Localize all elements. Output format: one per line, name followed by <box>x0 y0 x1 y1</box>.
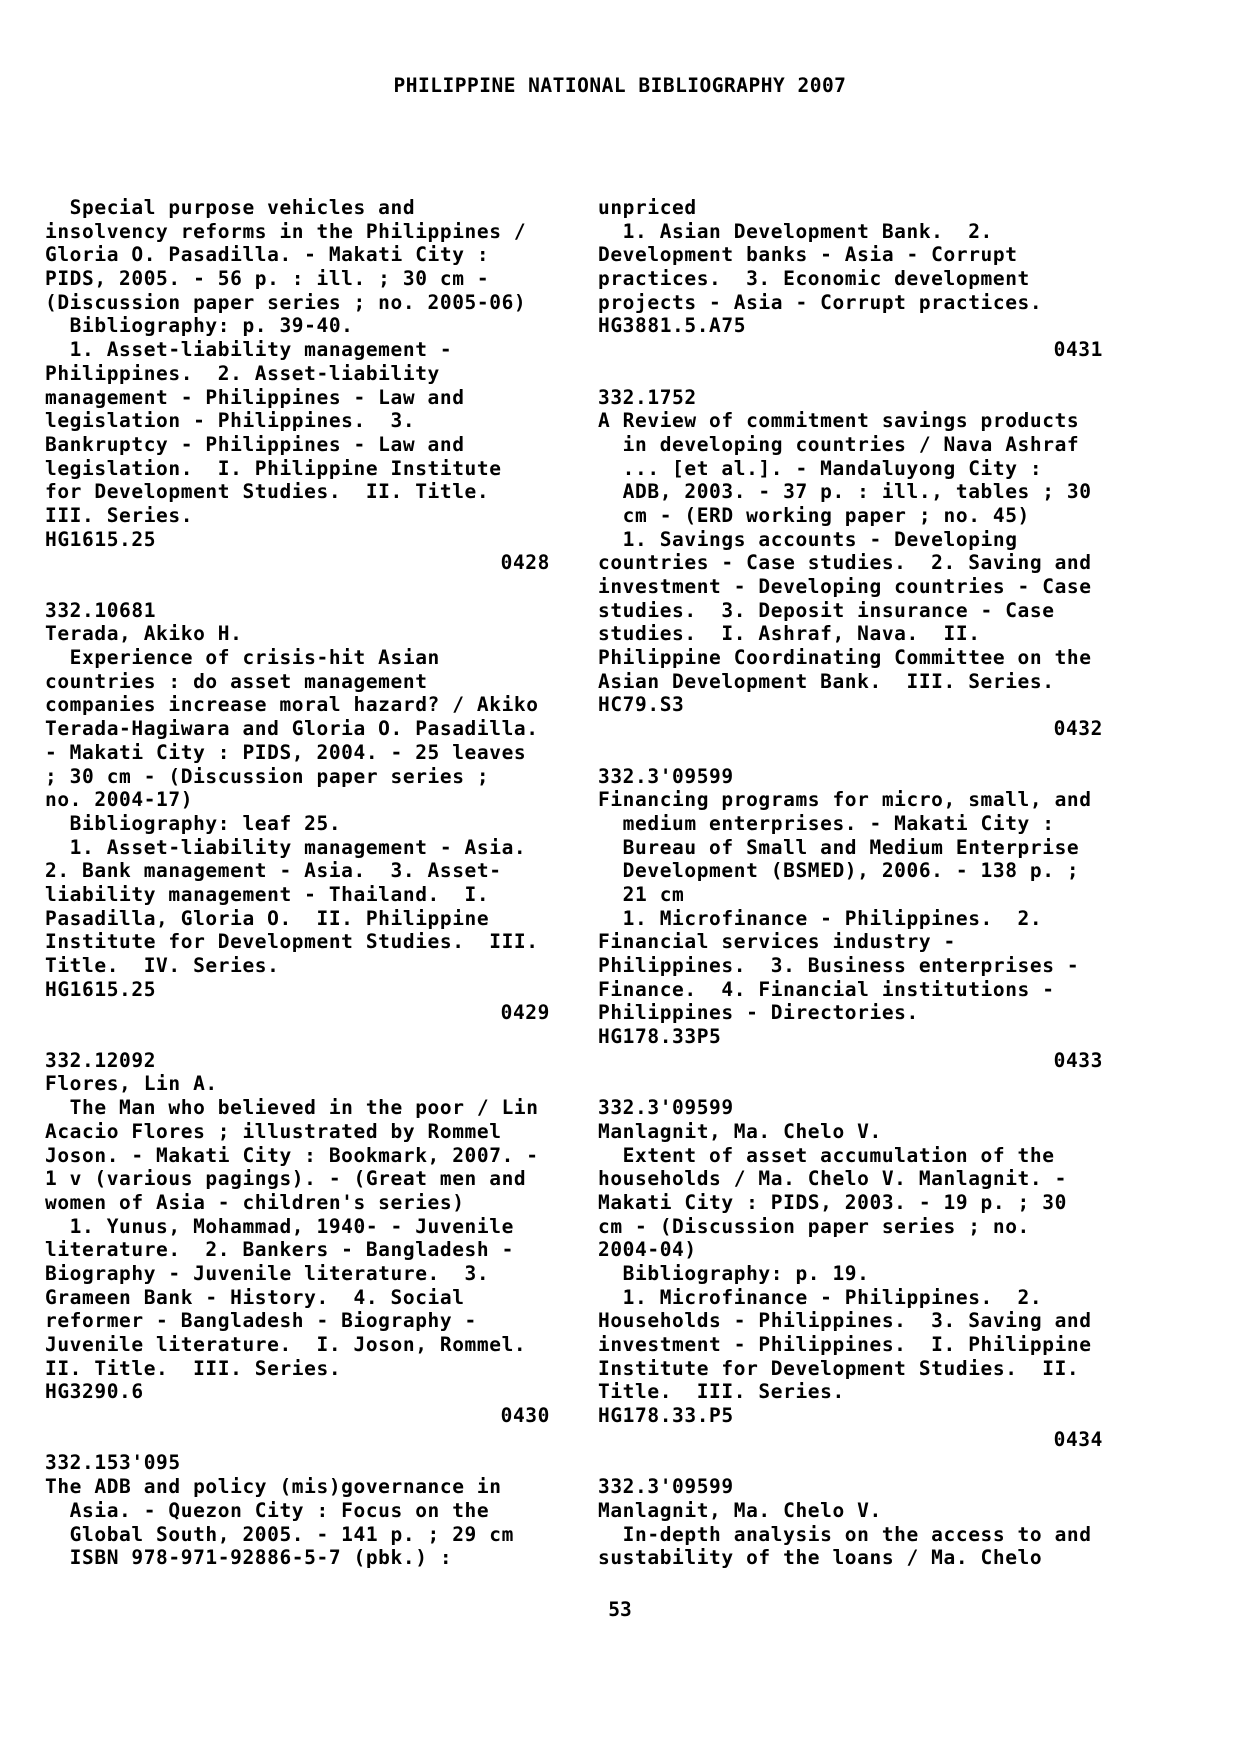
bibliography-line: ISBN 978-971-92886-5-7 (pbk.) : <box>45 1546 453 1570</box>
bibliography-line: ADB, 2003. - 37 p. : ill., tables ; 30 <box>598 480 1092 504</box>
bibliography-line: unpriced <box>598 196 697 219</box>
bibliography-line: for Development Studies. II. Title. <box>45 480 490 504</box>
bibliography-line: II. Title. III. Series. <box>45 1356 342 1380</box>
bibliography-line: In-depth analysis on the access to and <box>598 1522 1092 1546</box>
bibliography-line: countries : do asset management <box>45 669 428 693</box>
bibliography-line: 332.12092 <box>45 1048 157 1072</box>
bibliography-line: Makati City : PIDS, 2003. - 19 p. ; 30 <box>598 1190 1067 1214</box>
bibliography-line: HG3290.6 <box>45 1380 144 1404</box>
bibliography-line: in developing countries / Nava Ashraf <box>598 432 1080 456</box>
bibliography-line: Development (BSMED), 2006. - 138 p. ; <box>598 859 1080 883</box>
bibliography-line: Asia. - Quezon City : Focus on the <box>45 1498 490 1522</box>
bibliography-line <box>598 1451 1103 1475</box>
bibliography-line: ... [et al.]. - Mandaluyong City : <box>598 456 1043 480</box>
bibliography-line: 1. Asset-liability management - Asia. <box>45 835 527 859</box>
bibliography-line: 1 v (various pagings). - (Great men and <box>45 1167 527 1191</box>
bibliography-line: Flores, Lin A. <box>45 1072 218 1096</box>
bibliography-line: Financing programs for micro, small, and <box>598 788 1092 812</box>
bibliography-line: Gloria O. Pasadilla. - Makati City : <box>45 243 490 267</box>
bibliography-line: Pasadilla, Gloria O. II. Philippine <box>45 906 490 930</box>
bibliography-line: Bankruptcy - Philippines - Law and <box>45 432 465 456</box>
bibliography-line: practices. 3. Economic development <box>598 267 1030 291</box>
bibliography-line: The Man who believed in the poor / Lin <box>45 1096 539 1120</box>
bibliography-line: Terada, Akiko H. <box>45 622 243 646</box>
bibliography-line: Manlagnit, Ma. Chelo V. <box>598 1498 882 1522</box>
bibliography-line: (Discussion paper series ; no. 2005-06) <box>45 290 527 314</box>
bibliography-line: Philippine Coordinating Committee on the <box>598 646 1092 670</box>
bibliography-line: Philippines. 2. Asset-liability <box>45 361 440 385</box>
bibliography-line: HG1615.25 <box>45 527 157 551</box>
bibliography-line: countries - Case studies. 2. Saving and <box>598 551 1092 575</box>
entry-number: 0432 <box>1053 717 1103 741</box>
left-column <box>45 196 550 1570</box>
bibliography-line: 2. Bank management - Asia. 3. Asset- <box>45 859 502 883</box>
bibliography-line: - Makati City : PIDS, 2004. - 25 leaves <box>45 740 527 764</box>
bibliography-line: 1. Yunus, Mohammad, 1940- - Juvenile <box>45 1214 514 1238</box>
bibliography-line: cm - (ERD working paper ; no. 45) <box>598 503 1030 527</box>
bibliography-line: Philippines - Directories. <box>598 1001 919 1025</box>
bibliography-line: Extent of asset accumulation of the <box>598 1143 1055 1167</box>
bibliography-line: Development banks - Asia - Corrupt <box>598 243 1018 267</box>
bibliography-line: 332.3'09599 <box>598 1475 734 1499</box>
bibliography-line: Bibliography: leaf 25. <box>45 811 342 835</box>
entry-number: 0429 <box>500 1001 550 1025</box>
bibliography-line: Manlagnit, Ma. Chelo V. <box>598 1119 882 1143</box>
bibliography-line: Institute for Development Studies. III. <box>45 930 539 954</box>
bibliography-line: investment - Developing countries - Case <box>598 575 1092 598</box>
bibliography-line: 1. Asian Development Bank. 2. <box>598 219 993 243</box>
right-column <box>598 196 1103 1570</box>
bibliography-line: studies. I. Ashraf, Nava. II. <box>598 622 981 646</box>
bibliography-line: no. 2004-17) <box>45 788 194 812</box>
bibliography-line: Title. III. Series. <box>598 1380 845 1404</box>
bibliography-line: Bibliography: p. 39-40. <box>45 314 354 338</box>
bibliography-line: sustability of the loans / Ma. Chelo <box>598 1546 1043 1570</box>
bibliography-line <box>45 575 550 599</box>
bibliography-line: Financial services industry - <box>598 930 956 954</box>
bibliography-line: HG178.33P5 <box>598 1025 722 1049</box>
bibliography-line <box>598 1072 1103 1096</box>
bibliography-line: 332.3'09599 <box>598 764 734 788</box>
bibliography-line: PIDS, 2005. - 56 p. : ill. ; 30 cm - <box>45 267 490 291</box>
bibliography-line: 332.10681 <box>45 598 157 622</box>
bibliography-line: reformer - Bangladesh - Biography - <box>45 1309 477 1333</box>
entry-number: 0431 <box>1053 338 1103 362</box>
bibliography-line: 1. Microfinance - Philippines. 2. <box>598 906 1043 930</box>
bibliography-line: 332.3'09599 <box>598 1096 734 1120</box>
bibliography-line: projects - Asia - Corrupt practices. <box>598 290 1043 314</box>
bibliography-line: investment - Philippines. I. Philippine <box>598 1333 1092 1356</box>
bibliography-line: A Review of commitment savings products <box>598 409 1080 433</box>
bibliography-line: ; 30 cm - (Discussion paper series ; <box>45 764 490 788</box>
bibliography-line: studies. 3. Deposit insurance - Case <box>598 598 1055 622</box>
bibliography-line: HC79.S3 <box>598 693 685 717</box>
bibliography-line: Asian Development Bank. III. Series. <box>598 669 1055 693</box>
bibliography-line: III. Series. <box>45 503 194 527</box>
bibliography-line: insolvency reforms in the Philippines / <box>45 219 527 243</box>
bibliography-line: literature. 2. Bankers - Bangladesh - <box>45 1238 514 1262</box>
bibliography-line: Philippines. 3. Business enterprises - <box>598 954 1080 977</box>
bibliography-line: Bureau of Small and Medium Enterprise <box>598 835 1080 859</box>
bibliography-line: 2004-04) <box>598 1238 697 1262</box>
bibliography-line: HG1615.25 <box>45 977 157 1001</box>
page-number: 53 <box>608 1598 632 1621</box>
bibliography-line: 1. Savings accounts - Developing <box>598 527 1018 551</box>
bibliography-line <box>598 362 1103 386</box>
bibliography-line: Global South, 2005. - 141 p. ; 29 cm <box>45 1522 514 1546</box>
bibliography-line <box>45 1025 550 1049</box>
bibliography-line: cm - (Discussion paper series ; no. <box>598 1214 1030 1238</box>
bibliography-line: women of Asia - children's series) <box>45 1190 465 1214</box>
entry-number: 0430 <box>500 1404 550 1428</box>
bibliography-line: Terada-Hagiwara and Gloria O. Pasadilla. <box>45 717 539 741</box>
bibliography-line: Acacio Flores ; illustrated by Rommel <box>45 1119 502 1143</box>
bibliography-line: Experience of crisis-hit Asian <box>45 646 440 670</box>
bibliography-line <box>45 1428 550 1452</box>
entry-number: 0428 <box>500 551 550 575</box>
bibliography-line: HG178.33.P5 <box>598 1404 734 1428</box>
bibliography-line: Finance. 4. Financial institutions - <box>598 977 1055 1001</box>
bibliography-line: Special purpose vehicles and <box>45 196 416 219</box>
bibliography-line: 1. Microfinance - Philippines. 2. <box>598 1285 1043 1309</box>
bibliography-line: The ADB and policy (mis)governance in <box>45 1475 502 1499</box>
bibliography-line: Biography - Juvenile literature. 3. <box>45 1261 490 1285</box>
bibliography-line: legislation. I. Philippine Institute <box>45 456 502 480</box>
bibliography-line: Joson. - Makati City : Bookmark, 2007. - <box>45 1143 539 1167</box>
bibliography-line: 332.1752 <box>598 385 697 409</box>
bibliography-line: Juvenile literature. I. Joson, Rommel. <box>45 1333 527 1356</box>
bibliography-line: Institute for Development Studies. II. <box>598 1356 1080 1380</box>
bibliography-line: medium enterprises. - Makati City : <box>598 811 1055 835</box>
bibliography-line: 332.153'095 <box>45 1451 181 1475</box>
bibliography-line: Title. IV. Series. <box>45 954 280 977</box>
bibliography-line: households / Ma. Chelo V. Manlagnit. - <box>598 1167 1067 1191</box>
bibliography-line: Grameen Bank - History. 4. Social <box>45 1285 465 1309</box>
page-header-title: PHILIPPINE NATIONAL BIBLIOGRAPHY 2007 <box>393 74 847 97</box>
bibliography-line: Bibliography: p. 19. <box>598 1261 870 1285</box>
bibliography-line <box>598 741 1103 765</box>
bibliography-line: management - Philippines - Law and <box>45 385 465 409</box>
bibliography-line: liability management - Thailand. I. <box>45 882 490 906</box>
entry-number: 0433 <box>1053 1048 1103 1072</box>
entry-number: 0434 <box>1053 1427 1103 1451</box>
bibliography-line: 21 cm <box>598 882 685 906</box>
bibliography-line: companies increase moral hazard? / Akiko <box>45 693 539 717</box>
bibliography-line: HG3881.5.A75 <box>598 314 747 338</box>
bibliography-line: Households - Philippines. 3. Saving and <box>598 1309 1092 1333</box>
bibliography-line: 1. Asset-liability management - <box>45 338 453 362</box>
bibliography-line: legislation - Philippines. 3. <box>45 409 416 433</box>
